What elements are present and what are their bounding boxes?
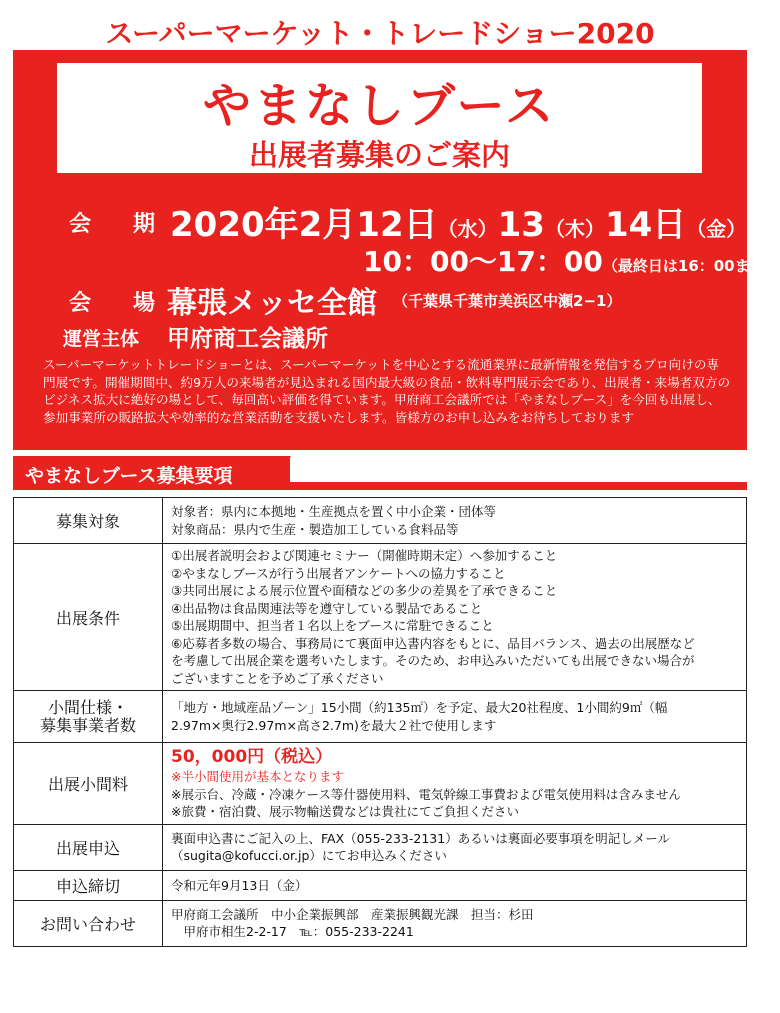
table-row — [14, 743, 747, 825]
date-13: 13 — [497, 205, 545, 245]
fee-note-red: ※半小間使用が基本となります — [171, 769, 344, 784]
condition-line: ②やまなしブースが行う出展者アンケートへの協力すること — [171, 565, 506, 581]
booth-title-box — [57, 63, 702, 173]
row-label-target: 募集対象 — [14, 498, 163, 544]
table-row — [14, 824, 747, 870]
contact-line: 甲府市相生2-2-17 ℡：055-233-2241 — [171, 924, 414, 939]
condition-line: ⑥応募者多数の場合、事務局にて裏面申込書内容をもとに、品目バランス、過去の出展歴など — [171, 635, 695, 651]
booth-spec-line: 2.97m×奥行2.97m×高さ2.7m)を最大２社で使用します — [171, 717, 497, 733]
organizer-name: 甲府商工会議所 — [167, 326, 328, 352]
time-note: （最終日は16：00まで） — [602, 257, 780, 275]
date-weekday-13: （木） — [544, 217, 605, 241]
venue-address: （千葉県千葉市美浜区中瀬2−1） — [393, 292, 622, 310]
booth-spec-label-1: 小間仕様・ — [47, 698, 128, 717]
row-value-booth-spec — [163, 691, 747, 743]
section-title: やまなしブース募集要項 — [25, 465, 233, 487]
organizer-label: 運営主体 — [63, 328, 140, 350]
row-value-apply — [163, 824, 747, 870]
row-value-deadline: 令和元年9月13日（金） — [163, 870, 747, 900]
event-description: スーパーマーケットトレードショーとは、スーパーマーケットを中心とする流通業界に最新情報を発信するプロ向けの専門展です。開催期間中、約9万人の来場者が見込まれる国内最大級の食品・飲料専門展示会であり、出展者・来場者双方のビジネス拡大に絶好の場として、毎回高い評価を得ています。甲府商工会議所では「やまなしブース」を今回も出展し、参加事業所の販路拡大や効率的な営業活動を支援いたします。皆様方のお申し込みをお待ちしております — [43, 357, 731, 425]
booth-subtitle: 出展者募集のご案内 — [248, 138, 510, 172]
row-value-target — [163, 498, 747, 544]
booth-name: やまなしブース — [202, 78, 557, 134]
fee-price: 50，000円（税込） — [171, 747, 333, 767]
booth-spec-line: 「地方・地域産品ゾーン」15小間（約135㎡）を予定、最大20社程度、1小間約9㎡（幅 — [171, 700, 668, 715]
row-label-booth-spec — [14, 691, 163, 743]
table-row — [14, 544, 747, 691]
condition-line: を考慮して出展企業を選考いたします。そのため、お申込みいただいても出展できない場合が — [171, 653, 695, 668]
event-dates — [170, 197, 746, 246]
condition-line: ①出展者説明会および関連セミナー（開催時期未定）へ参加すること — [171, 548, 558, 563]
row-label-contact: お問い合わせ — [14, 900, 163, 946]
table-row — [14, 900, 747, 946]
row-value-contact — [163, 900, 747, 946]
booth-spec-label-2: 募集事業者数 — [39, 715, 136, 735]
time-range: 10：00〜17：00 — [363, 245, 603, 278]
target-line: 対象者：県内に本拠地・生産拠点を置く中小企業・団体等 — [171, 504, 497, 519]
date-weekday-12: （水） — [437, 217, 498, 241]
row-label-conditions: 出展条件 — [14, 544, 163, 691]
condition-line: ③共同出展による展示位置や面積などの多少の差異を了承できること — [171, 583, 558, 598]
period-label: 会 期 — [69, 212, 166, 237]
condition-line: ございますことを予めご了承ください — [171, 670, 384, 686]
apply-line: （sugita@kofucci.or.jp）にてお申込みください — [171, 848, 447, 863]
row-label-apply: 出展申込 — [14, 824, 163, 870]
table-row — [14, 870, 747, 900]
target-line: 対象商品：県内で生産・製造加工している食料品等 — [171, 521, 459, 537]
condition-line: ⑤出展期間中、担当者１名以上をブースに常駐できること — [171, 618, 494, 633]
venue-label: 会 場 — [69, 291, 166, 316]
section-bar-cutout — [290, 456, 747, 482]
row-label-deadline: 申込締切 — [14, 870, 163, 900]
event-info-panel — [13, 50, 780, 450]
date-14: 14日 — [604, 205, 687, 245]
condition-line: ④出品物は食品関連法等を遵守している製品であること — [171, 600, 483, 616]
date-weekday-14: （金） — [686, 217, 747, 241]
section-header — [13, 456, 293, 490]
row-value-fee — [163, 743, 747, 825]
table-row — [14, 691, 747, 743]
venue-name: 幕張メッセ全館 — [167, 286, 377, 321]
apply-line: 裏面申込書にご記入の上、FAX（055-233-2131）あるいは裏面必要事項を明記しメール — [171, 830, 670, 846]
row-label-fee: 出展小間料 — [14, 743, 163, 825]
table-row — [14, 498, 747, 544]
date-main: 2020年2月12日 — [170, 205, 438, 245]
requirements-table — [13, 497, 747, 947]
fee-note: ※展示台、冷蔵・冷凍ケース等什器使用料、電気幹線工事費および電気使用料は含みません — [171, 786, 681, 802]
event-title: スーパーマーケット・トレードショー2020 — [105, 17, 655, 50]
contact-line: 甲府商工会議所 中小企業振興部 産業振興観光課 担当：杉田 — [171, 906, 534, 922]
event-time — [363, 240, 780, 280]
row-value-conditions — [163, 544, 747, 691]
fee-note: ※旅費・宿泊費、展示物輸送費などは貴社にてご負担ください — [171, 804, 519, 819]
